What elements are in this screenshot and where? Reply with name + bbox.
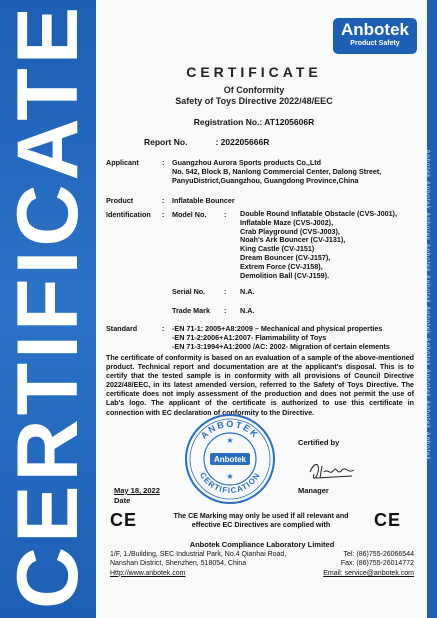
- serial-value: N.A.: [240, 287, 255, 296]
- model-label: Model No.: [172, 210, 207, 219]
- product-value: Inflatable Bouncer: [172, 196, 235, 205]
- colon: :: [224, 287, 227, 296]
- website-link[interactable]: Http://www.anbotek.com: [110, 569, 186, 577]
- certificate-content: [104, 0, 420, 618]
- colon: :: [224, 306, 227, 315]
- stamp-star-icon: ★: [226, 436, 234, 445]
- issue-date: May 18, 2022: [114, 486, 160, 495]
- ce-note-line: The CE Marking may only be used if all relevant and: [173, 512, 349, 520]
- report-label: Report No.: [144, 137, 188, 147]
- certification-stamp: [184, 413, 276, 505]
- model-item: Double Round Inflatable Obstacle (CVS-J001),: [240, 209, 397, 218]
- colon: :: [162, 196, 165, 205]
- applicant-line: No. 542, Block B, Nanlong Commercial Center, Dalong Street,: [172, 167, 382, 176]
- model-item: King Castle (CV-J151): [240, 244, 315, 254]
- colon: :: [224, 210, 227, 219]
- ce-mark-icon: CE: [374, 510, 402, 530]
- serial-label: Serial No.: [172, 287, 206, 296]
- address-line: 1/F, 1./Building, SEC Industrial Park, No.4 Qianhai Road,: [110, 551, 287, 558]
- vertical-certificate-word: CERTIFICATE: [0, 2, 96, 609]
- colon: :: [162, 324, 165, 333]
- standard-list: [172, 324, 412, 351]
- standard-item: -EN 71-3:1994+A1:2000 /AC: 2002- Migration of certain elements: [172, 342, 390, 351]
- certified-by-label: Certified by: [298, 438, 340, 447]
- report-number: [144, 138, 269, 147]
- manager-signature: [304, 458, 364, 484]
- colon: :: [162, 210, 165, 219]
- model-item: Crab Playground (CVS-J003),: [240, 226, 340, 236]
- standard-item: -EN 71-2:2006+A1:2007- Flammability of Toys: [172, 333, 327, 342]
- certificate-title: CERTIFICATE: [186, 64, 322, 80]
- conformity-statement: The certificate of conformity is based on an evaluation of a sample of the above-mentioned product. Technical report and documentation are at the applicant's disposal. This is to certify that the tested sample is in conformity with all provisions of Council Directive 2022/48/EEC, in its latest amended version, referred to the Safety of Toys Directive. The certificate does not imply assessment of the production and does not permit the use of Lab's logo. The applicant of the certificate is authorized to use this certificate in connection with EC declaration of conformity to the Directive.: [106, 354, 414, 417]
- subtitle-directive: Safety of Toys Directive 2022/48/EEC: [175, 96, 333, 106]
- left-blue-band: [0, 0, 96, 618]
- product-label: Product: [106, 196, 134, 205]
- applicant-label: Applicant: [106, 158, 139, 167]
- model-item: Demolition Ball (CV-J159).: [240, 270, 330, 280]
- manager-label: Manager: [298, 486, 329, 495]
- applicant-line: PanyuDistrict,Guangzhou, Guangdong Province,China: [172, 176, 359, 185]
- date-label: Date: [114, 496, 131, 505]
- report-value: : 202205666R: [215, 137, 270, 147]
- ce-mark-icon: CE: [110, 510, 138, 530]
- model-list: [240, 210, 420, 280]
- logo-name: Anbotek: [341, 20, 409, 39]
- model-item: Dream Bouncer (CV-J157),: [240, 252, 331, 262]
- address-line: Nanshan District, Shenzhen, 518054, China: [110, 560, 247, 568]
- strip-watermark-text: Anbotek Anbotek Anbotek Anbotek Anbotek Anbotek Anbotek Anbotek Anbotek Anbotek: [424, 149, 430, 461]
- lab-contacts: [304, 550, 414, 578]
- stamp-star-icon: ★: [226, 472, 234, 481]
- email-link[interactable]: Email: service@anbotek.com: [323, 569, 414, 577]
- model-item: Inflatable Maze (CVS-J002),: [240, 217, 334, 227]
- model-item: Extrem Force (CV-J158),: [240, 261, 323, 271]
- right-blue-strip: [424, 0, 437, 618]
- colon: :: [162, 158, 165, 167]
- subtitle-conformity: Of Conformity: [223, 85, 285, 95]
- ce-note: [156, 512, 366, 530]
- registration-number: Registration No.: AT1205606R: [193, 117, 315, 127]
- stamp-top-text: ANBOTEK: [198, 418, 262, 441]
- model-item: Noah's Ark Bouncer (CV-J131),: [240, 235, 346, 245]
- lab-name: Anbotek Compliance Laboratory Limited: [189, 540, 335, 549]
- identification-label: Identification: [106, 210, 151, 219]
- fax: Fax: (86)755-26014772: [340, 560, 414, 568]
- stamp-bottom-text: CERTIFICATION: [197, 470, 263, 496]
- applicant-line: Guangzhou Aurora Sports products Co.,Ltd: [172, 158, 322, 167]
- applicant-value: [172, 158, 412, 185]
- ce-note-line: effective EC Directives are complied with: [191, 521, 331, 529]
- trademark-value: N.A.: [240, 306, 255, 315]
- stamp-center-text: Anbotek: [214, 455, 246, 464]
- logo-subtitle: Product Safety: [350, 40, 400, 47]
- trademark-label: Trade Mark: [172, 306, 210, 315]
- lab-address: [110, 550, 300, 578]
- standard-item: -EN 71-1: 2005+A8:2009 – Mechanical and physical properties: [172, 324, 383, 333]
- standard-label: Standard: [106, 324, 138, 333]
- tel: Tel: (86)755-26066544: [343, 551, 414, 558]
